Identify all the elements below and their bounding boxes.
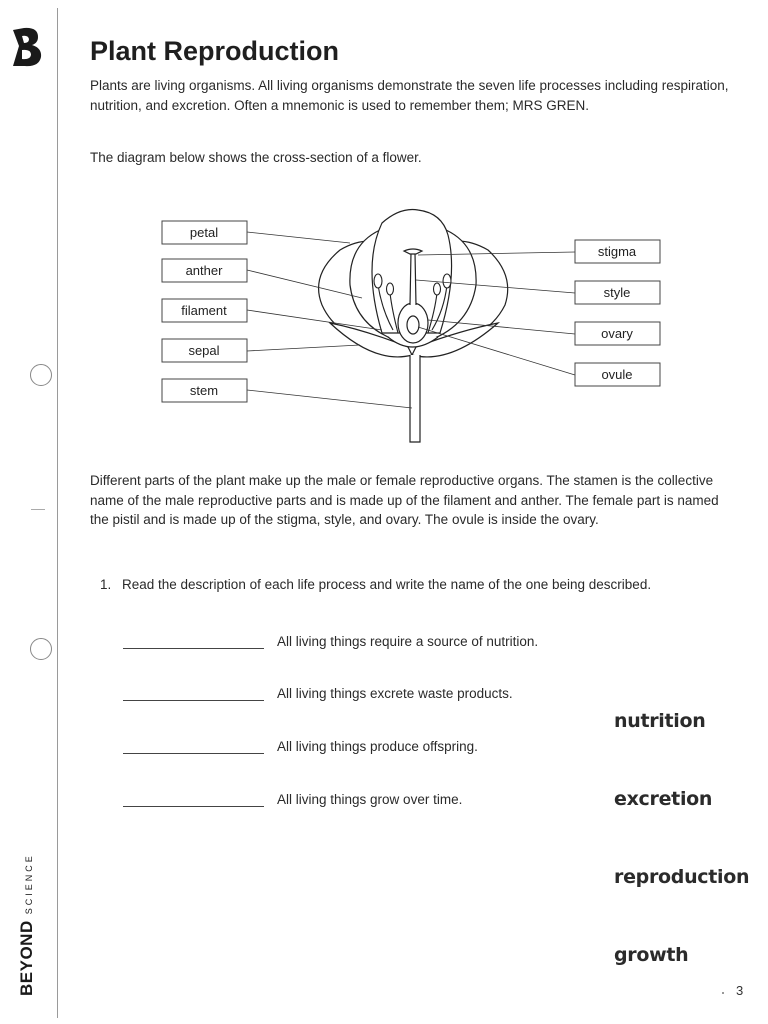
word-bank-excretion: excretion bbox=[614, 788, 713, 810]
punch-hole bbox=[30, 638, 52, 660]
answer-blank-2[interactable] bbox=[123, 700, 264, 701]
explanation-paragraph: Different parts of the plant make up the male or female reproductive organs. The stamen is the collective name of the male reproductive parts and is made up of the filament and anther. The female part is named the pistil and is made up of the stigma, style, and ovary. The ovule is inside the ovary. bbox=[90, 473, 719, 527]
label-sepal: sepal bbox=[188, 343, 220, 358]
style-shape bbox=[410, 253, 416, 305]
word-bank-nutrition: nutrition bbox=[614, 710, 706, 732]
beyond-logo-icon bbox=[10, 26, 46, 68]
diagram-intro: The diagram below shows the cross-section of a flower. bbox=[90, 150, 422, 165]
question-number: 1. bbox=[100, 577, 112, 592]
question-text: Read the description of each life process and write the name of the one being described. bbox=[122, 577, 652, 592]
brand-main: BEYOND bbox=[17, 920, 36, 996]
label-anther: anther bbox=[185, 263, 223, 278]
brand-sub: SCIENCE bbox=[24, 853, 34, 915]
answer-blank-3[interactable] bbox=[123, 753, 264, 754]
margin-tick bbox=[31, 509, 45, 510]
punch-hole bbox=[30, 364, 52, 386]
word-bank-reproduction: reproduction bbox=[614, 866, 750, 888]
item-description-1: All living things require a source of nutrition. bbox=[277, 634, 539, 649]
answer-blank-4[interactable] bbox=[123, 806, 264, 807]
label-stigma: stigma bbox=[597, 244, 637, 259]
label-style: style bbox=[603, 285, 631, 300]
ovule-shape bbox=[407, 316, 419, 334]
word-bank-growth: growth bbox=[614, 944, 689, 966]
margin-line bbox=[57, 8, 58, 1018]
page-number: 3 bbox=[736, 983, 744, 998]
label-ovule: ovule bbox=[601, 367, 633, 382]
question-1 bbox=[100, 577, 651, 592]
page-dot bbox=[722, 992, 724, 994]
brand-logotype bbox=[17, 853, 37, 996]
answer-blank-1[interactable] bbox=[123, 648, 264, 649]
item-description-3: All living things produce offspring. bbox=[277, 739, 478, 754]
item-description-4: All living things grow over time. bbox=[277, 792, 463, 807]
label-ovary: ovary bbox=[601, 326, 633, 341]
stem-shape bbox=[410, 355, 420, 442]
page-title: Plant Reproduction bbox=[90, 36, 339, 66]
item-description-2: All living things excrete waste products. bbox=[277, 686, 513, 701]
intro-paragraph: Plants are living organisms. All living organisms demonstrate the seven life processes including respiration, nutrition, and excretion. Often a mnemonic is used to remember them; MRS GREN. bbox=[90, 78, 729, 113]
label-petal: petal bbox=[189, 225, 219, 240]
label-filament: filament bbox=[181, 303, 227, 318]
label-stem: stem bbox=[189, 383, 219, 398]
flower-diagram bbox=[150, 205, 680, 455]
